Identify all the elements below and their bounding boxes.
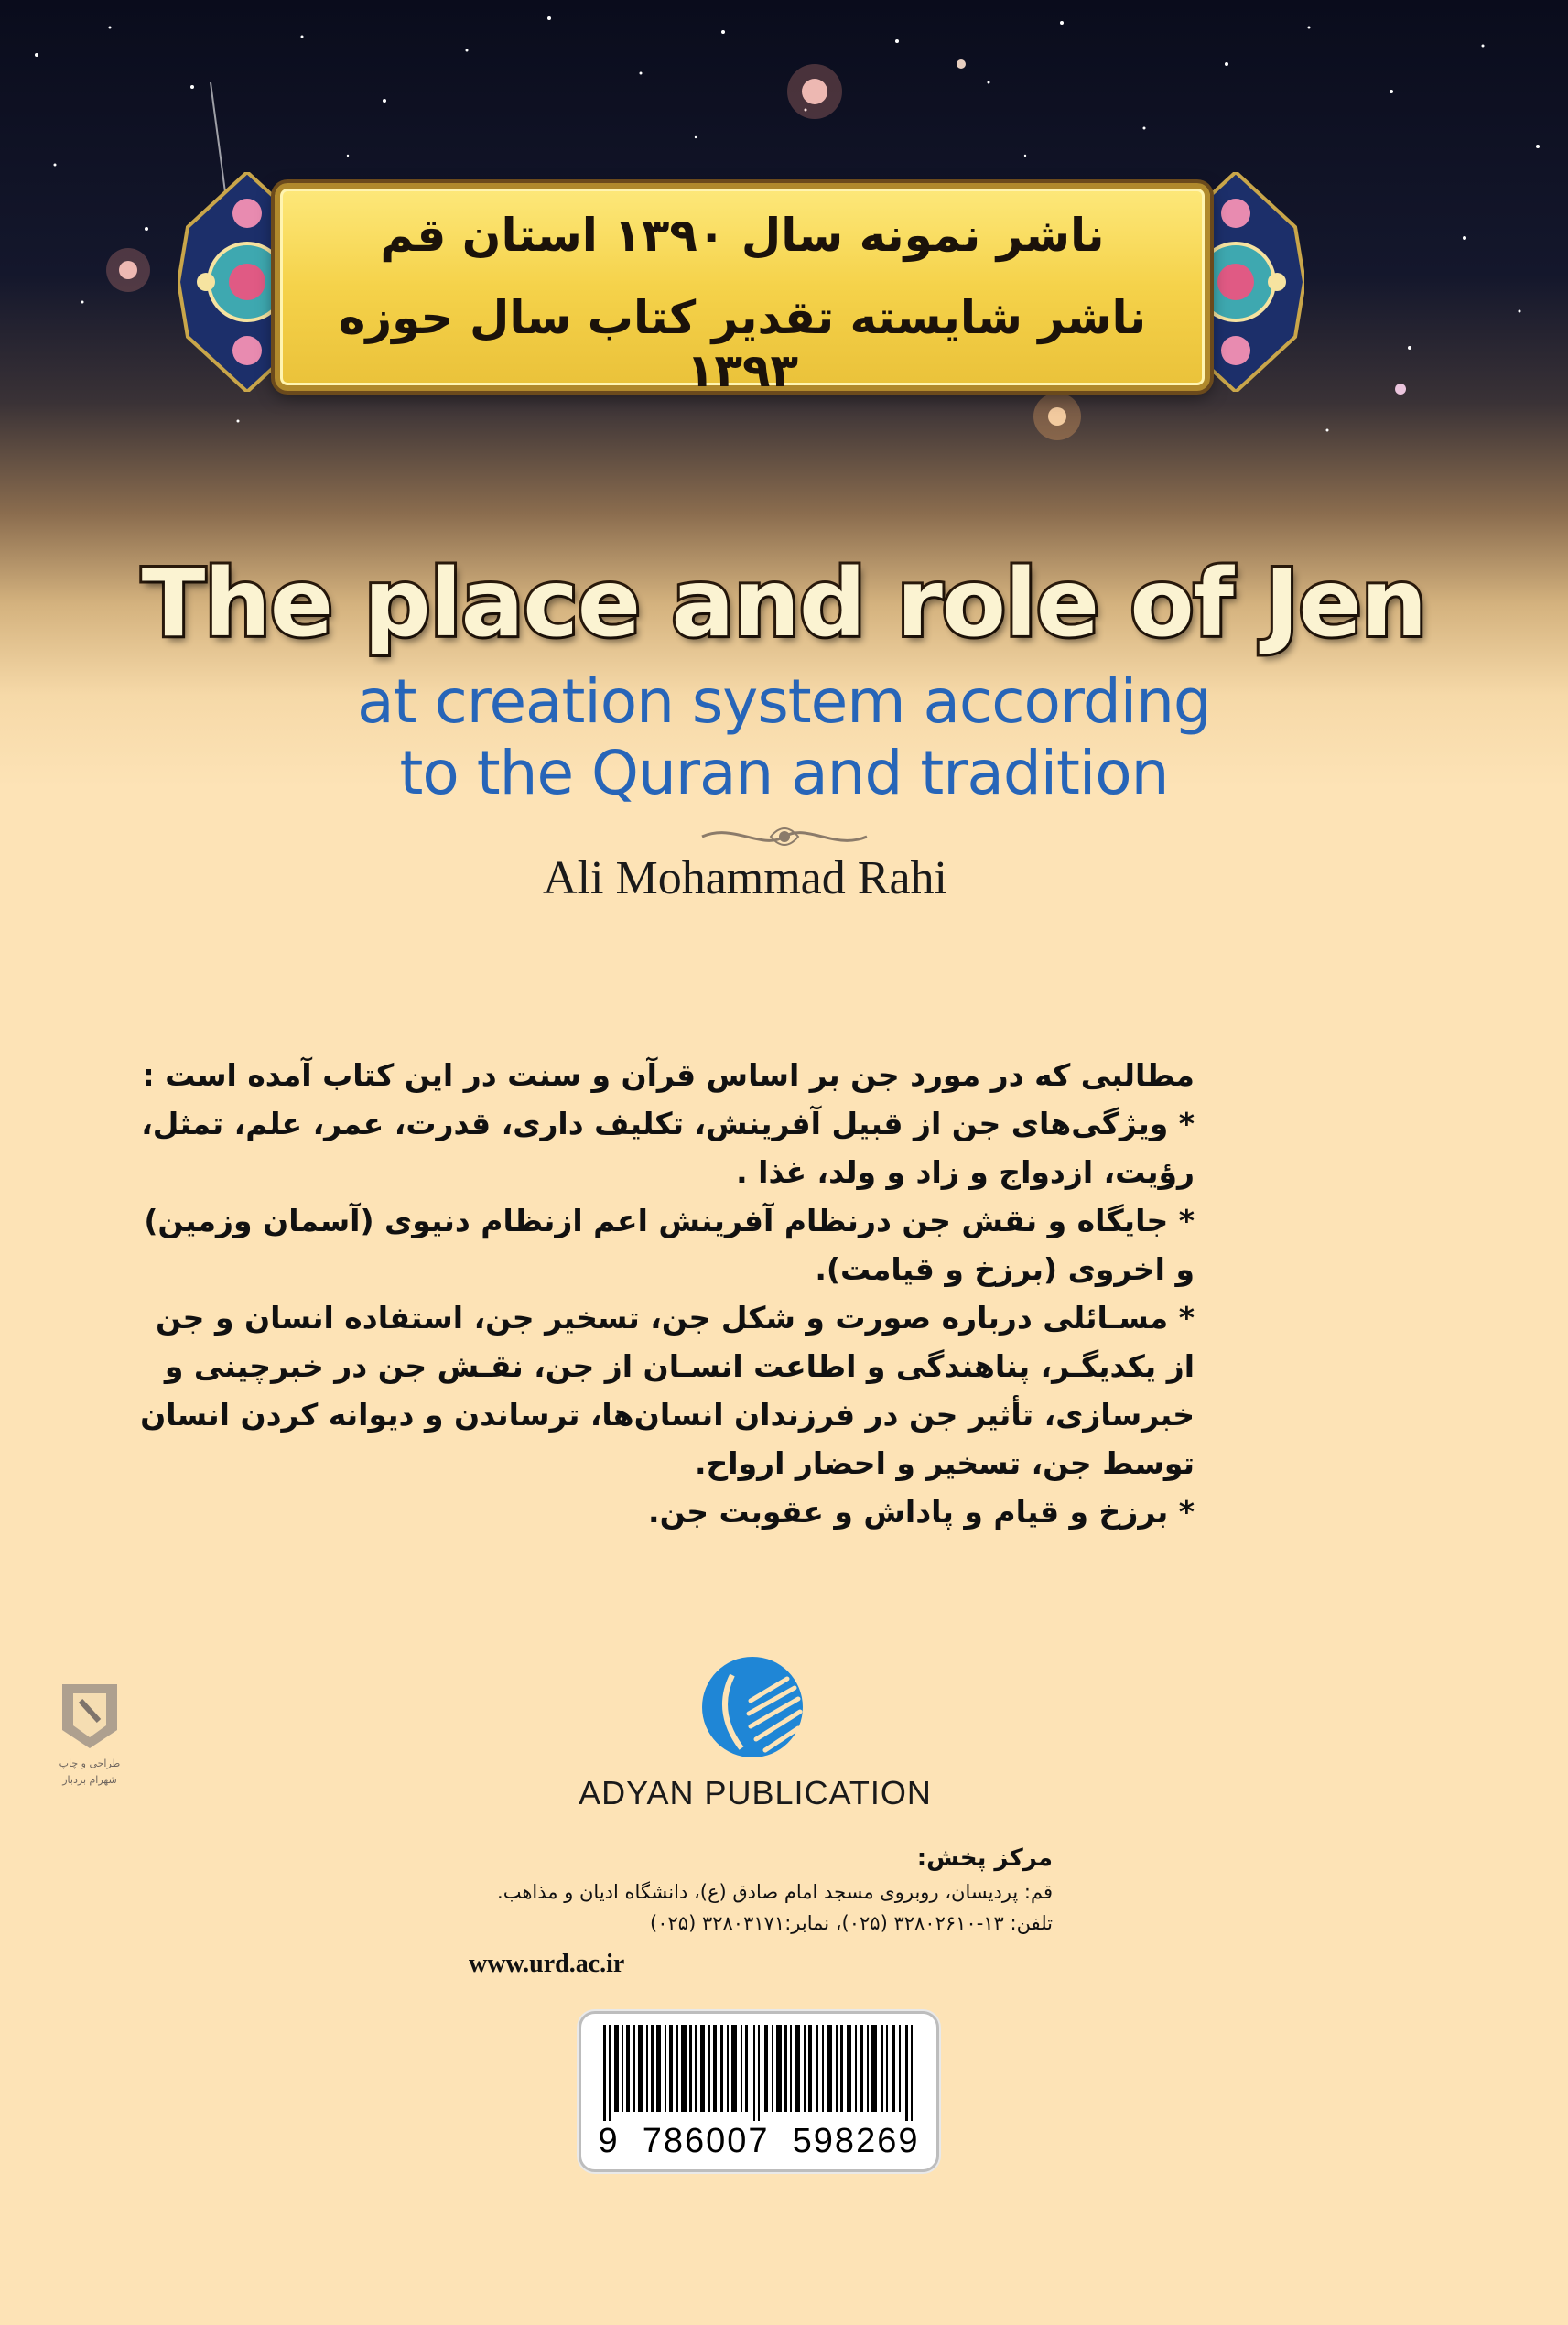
description-line: * برزخ و قیام و پاداش و عقوبت جن. bbox=[648, 1494, 1195, 1530]
description-line: * مسـائلی درباره صورت و شکل جن، تسخیر جن، استفاده انسان و جن bbox=[155, 1300, 1195, 1336]
award-line-2: ناشر شایسته تقدیر کتاب سال حوزه ۱۳۹۳ bbox=[338, 291, 1147, 397]
title-divider-ornament bbox=[697, 818, 871, 855]
isbn-barcode bbox=[579, 2011, 939, 2172]
distribution-title: مرکز پخش: bbox=[916, 1844, 1053, 1872]
barcode-bars-graphic bbox=[594, 2025, 924, 2121]
distribution-address: قم: پردیسان، روبروی مسجد امام صادق (ع)، دانشگاه ادیان و مذاهب. bbox=[497, 1881, 1053, 1903]
book-subtitle-line-2: to the Quran and tradition bbox=[399, 738, 1169, 808]
description-line: توسط جن، تسخیر و احضار ارواح. bbox=[694, 1445, 1195, 1481]
website-link[interactable]: www.urd.ac.ir bbox=[469, 1950, 625, 1978]
description-line: خبرسازی، تأثیر جن در فرزندان انسان‌ها، ترساندن و دیوانه کردن انسان bbox=[140, 1397, 1195, 1433]
designer-badge-line-2: شهرام بردبار bbox=[62, 1774, 117, 1786]
author-name: Ali Mohammad Rahi bbox=[543, 852, 947, 904]
award-banner bbox=[275, 183, 1210, 397]
description-line: رؤیت، ازدواج و زاد و ولد، غذا . bbox=[736, 1154, 1195, 1190]
designer-badge-line-1: طراحی و چاپ bbox=[59, 1757, 121, 1769]
description-line: از یکدیگـر، پناهندگی و اطاعت انسـان از جن، نقـش جن در خبرچینی و bbox=[164, 1348, 1195, 1384]
publisher-name: ADYAN PUBLICATION bbox=[579, 1774, 932, 1811]
description-line: و اخروی (برزخ و قیامت). bbox=[815, 1251, 1195, 1287]
award-line-1: ناشر نمونه سال ۱۳۹۰ استان قم bbox=[380, 209, 1105, 262]
book-description bbox=[140, 1051, 1195, 1536]
description-line: * جایگاه و نقش جن درنظام آفرینش اعم ازنظام دنیوی (آسمان وزمین) bbox=[144, 1203, 1195, 1238]
description-line: * ویژگی‌های جن از قبیل آفرینش، تکلیف داری، قدرت، عمر، علم، تمثل، bbox=[141, 1106, 1195, 1141]
description-line: مطالبی که در مورد جن بر اساس قرآن و سنت در این کتاب آمده است : bbox=[142, 1057, 1195, 1093]
book-title: The place and role of Jen bbox=[141, 549, 1427, 658]
publisher-logo-icon bbox=[696, 1648, 815, 1767]
isbn-number: 9 786007 598269 bbox=[598, 2122, 920, 2160]
distribution-info bbox=[458, 1840, 1053, 1939]
book-subtitle-line-1: at creation system according bbox=[357, 666, 1211, 737]
distribution-phone: تلفن: ۱۳-۳۲۸۰۲۶۱۰ (۰۲۵)، نمابر:۳۲۸۰۳۱۷۱ (۰۲۵) bbox=[650, 1912, 1053, 1934]
